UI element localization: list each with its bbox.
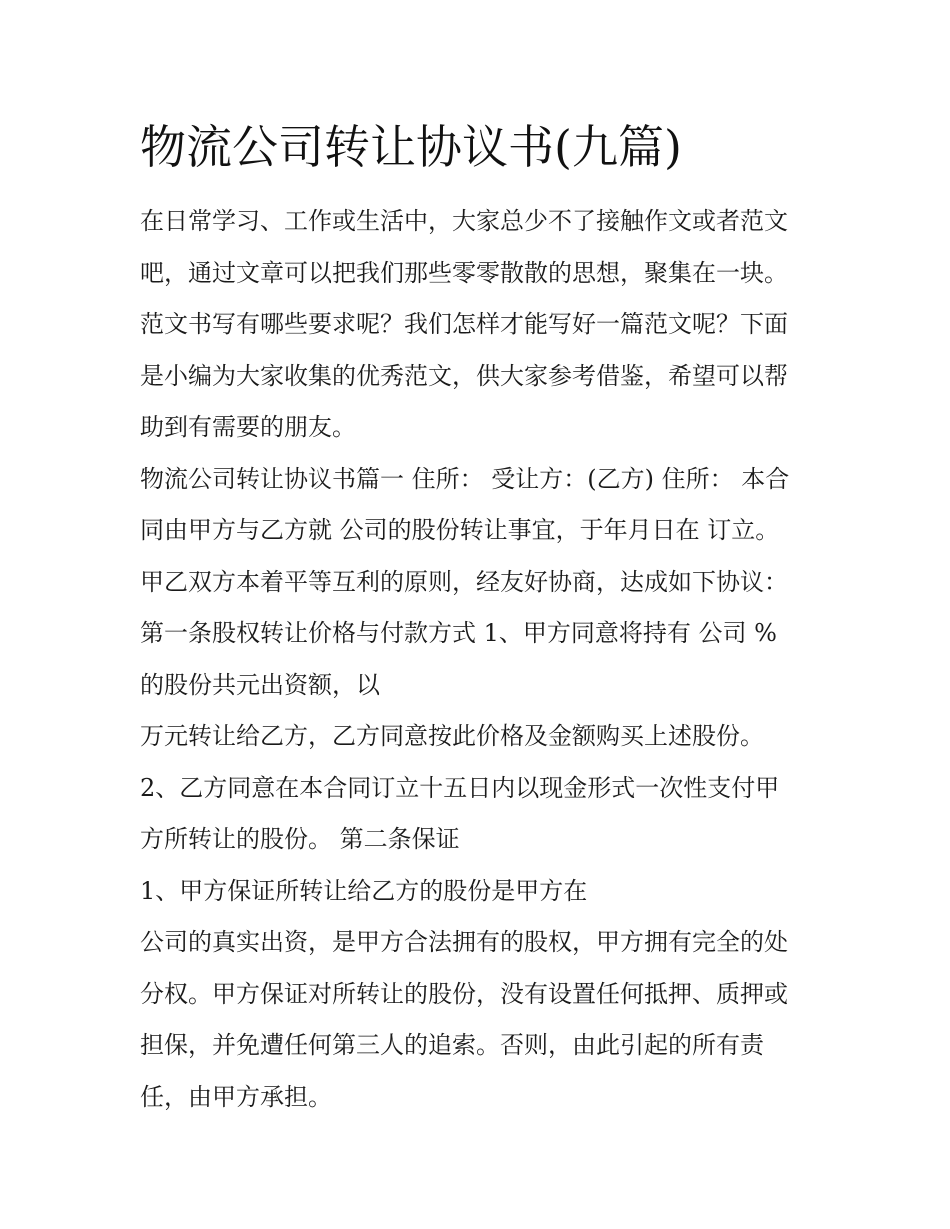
body-line: 分权。甲方保证对所转让的股份，没有设置任何抵押、质押或 bbox=[140, 979, 788, 1008]
body-line: 方所转让的股份。 第二条保证 bbox=[140, 825, 460, 853]
body-line: 吧，通过文章可以把我们那些零零散散的思想，聚集在一块。 bbox=[140, 258, 788, 287]
body-line: 同由甲方与乙方就 公司的股份转让事宜，于年月日在 订立。 bbox=[140, 516, 780, 544]
body-line: 的股份共元出资额，以 bbox=[140, 670, 380, 699]
document-title: 物流公司转让协议书(九篇) bbox=[140, 120, 682, 174]
body-line: 物流公司转让协议书篇一 住所： 受让方：(乙方) 住所： 本合 bbox=[140, 464, 790, 493]
body-line: 任，由甲方承担。 bbox=[140, 1082, 332, 1111]
body-line: 在日常学习、工作或生活中，大家总少不了接触作文或者范文 bbox=[140, 207, 788, 235]
body-line: 第一条股权转让价格与付款方式 1、甲方同意将持有 公司 % bbox=[140, 619, 777, 647]
body-line: 2、乙方同意在本合同订立十五日内以现金形式一次性支付甲 bbox=[140, 773, 780, 802]
body-line: 1、甲方保证所转让给乙方的股份是甲方在 bbox=[140, 876, 588, 905]
body-line: 甲乙双方本着平等互利的原则，经友好协商，达成如下协议： bbox=[140, 567, 788, 596]
body-line: 万元转让给乙方，乙方同意按此价格及金额购买上述股份。 bbox=[140, 722, 764, 750]
body-line: 范文书写有哪些要求呢？我们怎样才能写好一篇范文呢？下面 bbox=[140, 310, 788, 338]
document-body bbox=[140, 196, 820, 1123]
body-line: 是小编为大家收集的优秀范文，供大家参考借鉴，希望可以帮 bbox=[140, 361, 788, 390]
body-line: 担保，并免遭任何第三人的追索。否则，由此引起的所有责 bbox=[140, 1031, 764, 1059]
body-line: 助到有需要的朋友。 bbox=[140, 413, 356, 441]
body-line: 公司的真实出资，是甲方合法拥有的股权，甲方拥有完全的处 bbox=[140, 928, 788, 956]
